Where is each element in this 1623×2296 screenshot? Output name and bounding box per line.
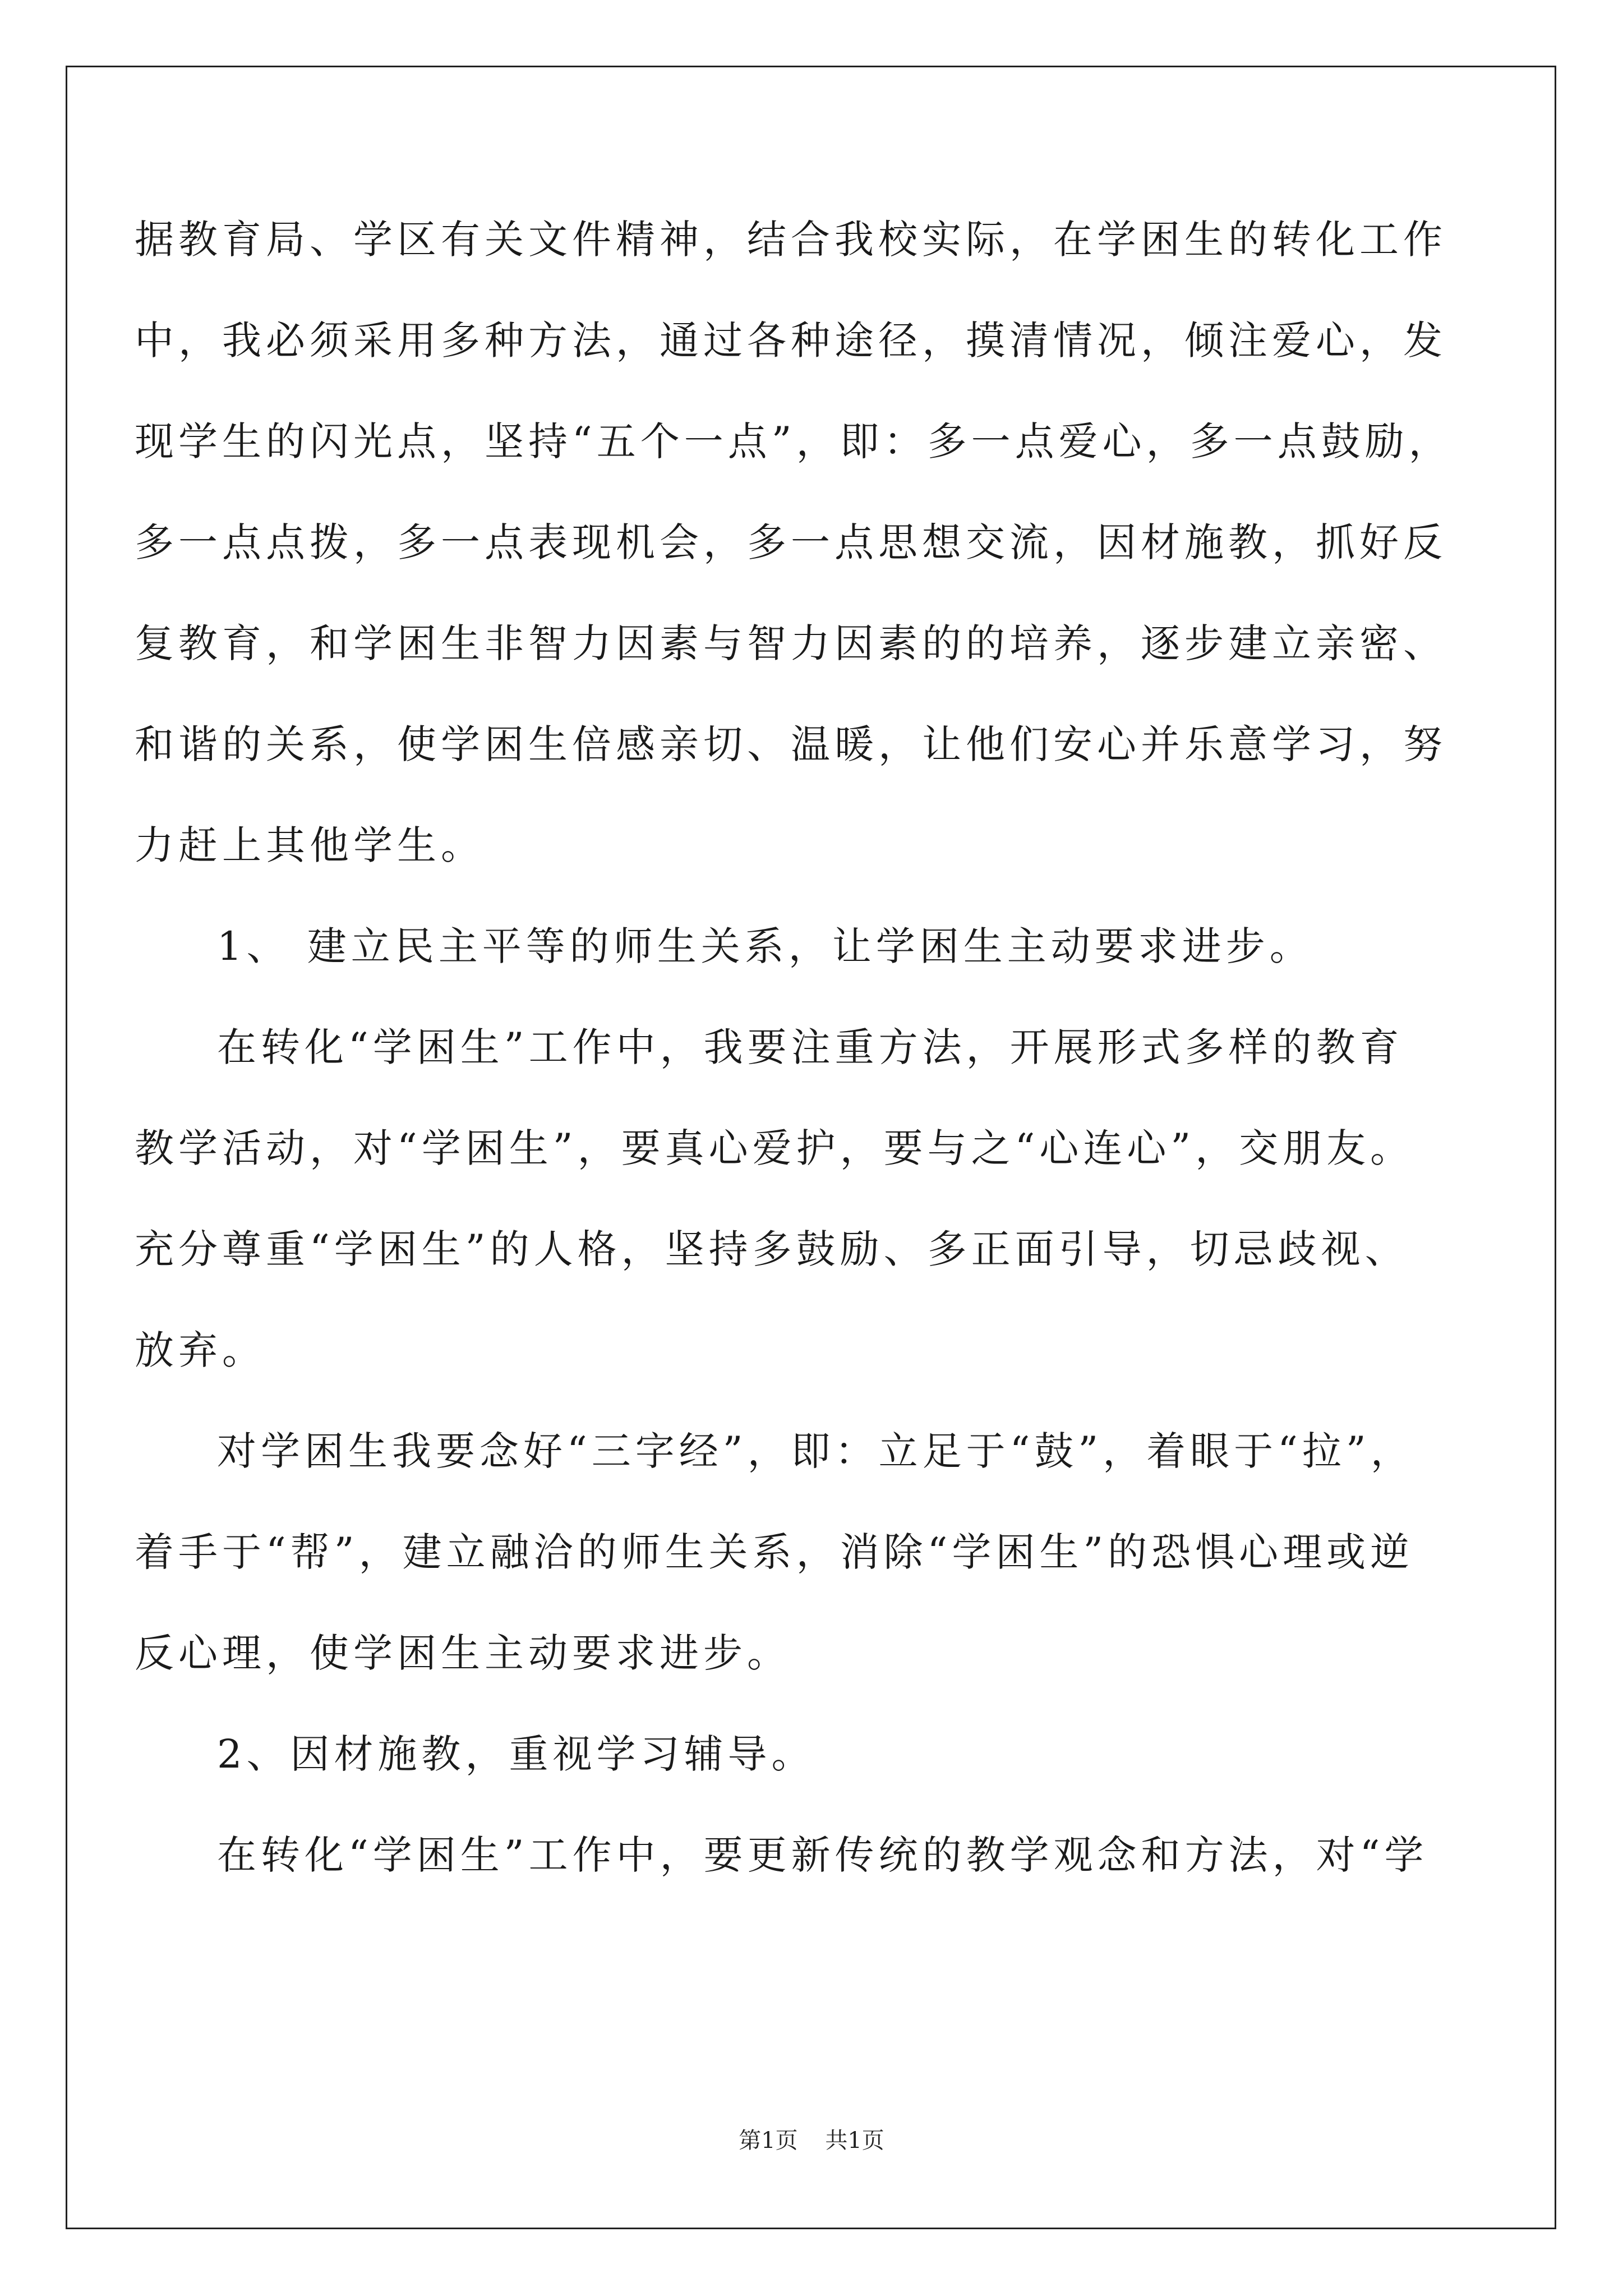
text-line: 充分尊重“学困生”的人格，坚持多鼓励、多正面引导，切忌歧视、	[135, 1226, 1409, 1272]
page-number: 第1页	[739, 2128, 798, 2154]
text-line: 力赶上其他学生。	[135, 822, 485, 868]
text-line: 着手于“帮”，建立融洽的师生关系，消除“学困生”的恐惧心理或逆	[135, 1529, 1414, 1575]
text-line: 对学困生我要念好“三字经”，即：立足于“鼓”，着眼于“拉”，	[217, 1428, 1414, 1474]
text-line: 复教育，和学困生非智力因素与智力因素的的培养，逐步建立亲密、	[135, 620, 1447, 666]
text-line: 多一点点拨，多一点表现机会，多一点思想交流，因材施教，抓好反	[135, 519, 1447, 565]
section-heading-2: 2、因材施教，重视学习辅导。	[217, 1731, 815, 1777]
section-heading-1: 1、 建立民主平等的师生关系，让学困生主动要求进步。	[217, 923, 1313, 969]
text-line: 据教育局、学区有关文件精神，结合我校实际，在学困生的转化工作	[135, 217, 1447, 263]
text-line: 在转化“学困生”工作中，要更新传统的教学观念和方法，对“学	[217, 1832, 1428, 1878]
text-line: 和谐的关系，使学困生倍感亲切、温暖，让他们安心并乐意学习，努	[135, 721, 1447, 767]
text-line: 教学活动，对“学困生”，要真心爱护，要与之“心连心”，交朋友。	[135, 1125, 1414, 1171]
text-line: 中，我必须采用多种方法，通过各种途径，摸清情况，倾注爱心，发	[135, 318, 1447, 364]
text-line: 放弃。	[135, 1327, 266, 1373]
text-line: 现学生的闪光点，坚持“五个一点”，即：多一点爱心，多一点鼓励，	[135, 418, 1453, 464]
text-line: 反心理，使学困生主动要求进步。	[135, 1630, 791, 1676]
page-total: 共1页	[825, 2128, 884, 2154]
page-footer	[0, 2129, 1623, 2152]
text-line: 在转化“学困生”工作中，我要注重方法，开展形式多样的教育	[217, 1024, 1404, 1070]
